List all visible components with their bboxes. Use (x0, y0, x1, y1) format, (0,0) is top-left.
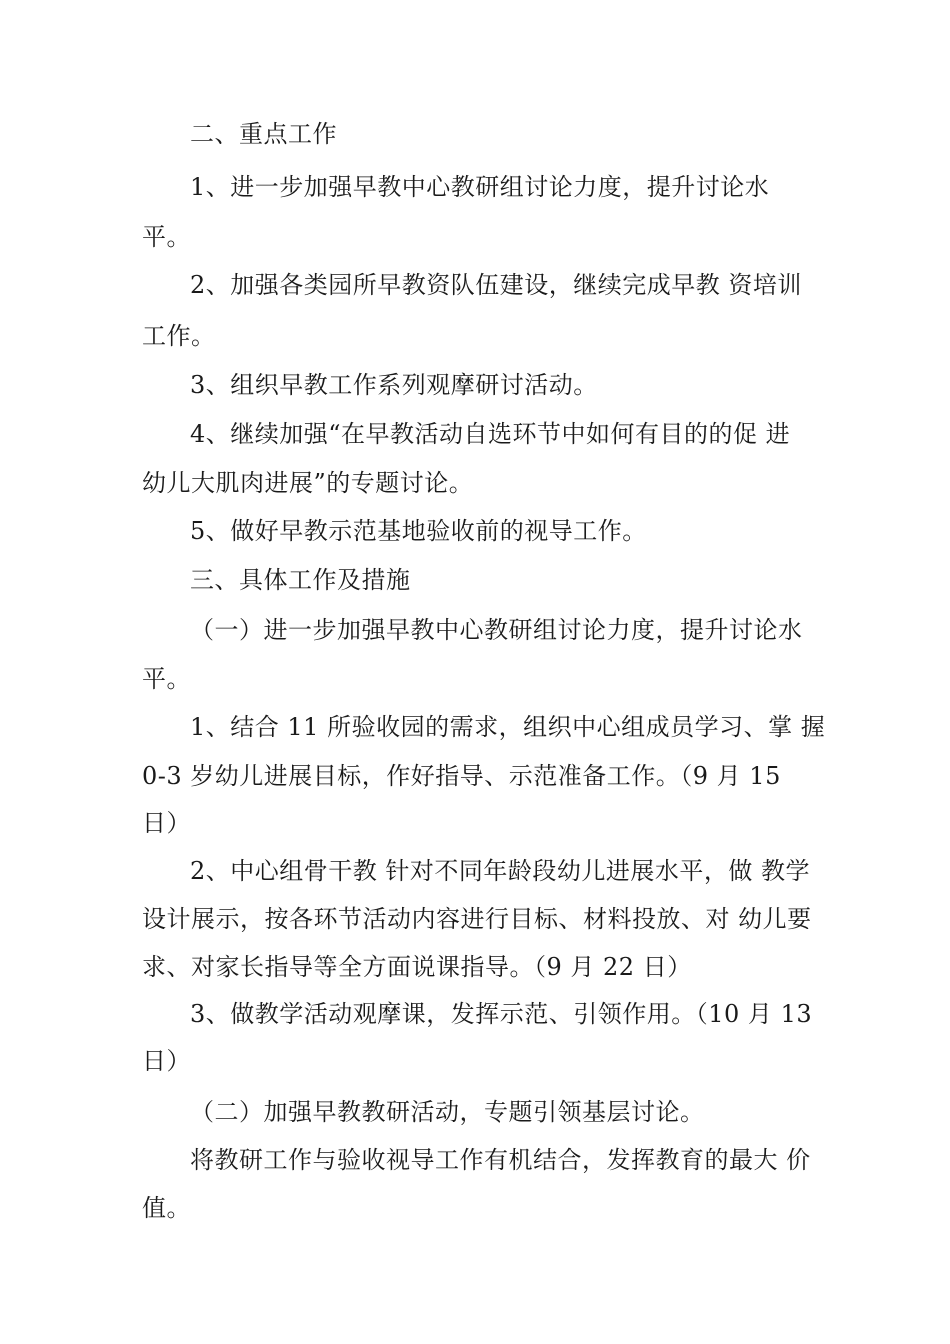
subsection-1-item-3-line-1: 3、做教学活动观摩课，发挥示范、引领作用。（10 月 13 (190, 1000, 813, 1028)
section-heading-key-work: 二、重点工作 (190, 120, 337, 148)
subsection-1-line-2: 平。 (142, 665, 191, 693)
subsection-1-item-1-line-1: 1、结合 11 所验收园的需求，组织中心组成员学习、掌 握 (190, 713, 826, 741)
subsection-2-heading: （二）加强早教教研活动，专题引领基层讨论。 (190, 1098, 705, 1126)
subsection-1-item-2-line-1: 2、中心组骨干教 针对不同年龄段幼儿进展水平，做 教学 (190, 857, 811, 885)
subsection-2-paragraph-line-2: 值。 (142, 1194, 191, 1222)
subsection-1-item-3-line-2: 日） (142, 1047, 191, 1075)
subsection-2-paragraph-line-1: 将教研工作与验收视导工作有机结合，发挥教育的最大 价 (190, 1146, 811, 1174)
key-work-item-4-line-1: 4、继续加强“在早教活动自选环节中如何有目的的促 进 (190, 420, 791, 448)
subsection-1-item-2-line-2: 设计展示，按各环节活动内容进行目标、材料投放、对 幼儿要 (142, 905, 812, 933)
key-work-item-2-line-1: 2、加强各类园所早教资队伍建设，继续完成早教 资培训 (190, 271, 802, 299)
key-work-item-5: 5、做好早教示范基地验收前的视导工作。 (190, 517, 647, 545)
subsection-1-line-1: （一）进一步加强早教中心教研组讨论力度，提升讨论水 (190, 616, 803, 644)
key-work-item-3: 3、组织早教工作系列观摩研讨活动。 (190, 371, 598, 399)
key-work-item-4-line-2: 幼儿大肌肉进展”的专题讨论。 (142, 469, 474, 497)
key-work-item-1-line-1: 1、进一步加强早教中心教研组讨论力度，提升讨论水 (190, 173, 770, 201)
section-heading-specific-measures: 三、具体工作及措施 (190, 566, 411, 594)
subsection-1-item-1-line-2: 0-3 岁幼儿进展目标，作好指导、示范准备工作。（9 月 15 (142, 762, 781, 790)
subsection-1-item-1-line-3: 日） (142, 809, 191, 837)
key-work-item-1-line-2: 平。 (142, 223, 191, 251)
key-work-item-2-line-2: 工作。 (142, 322, 216, 350)
subsection-1-item-2-line-3: 求、对家长指导等全方面说课指导。（9 月 22 日） (142, 953, 692, 981)
